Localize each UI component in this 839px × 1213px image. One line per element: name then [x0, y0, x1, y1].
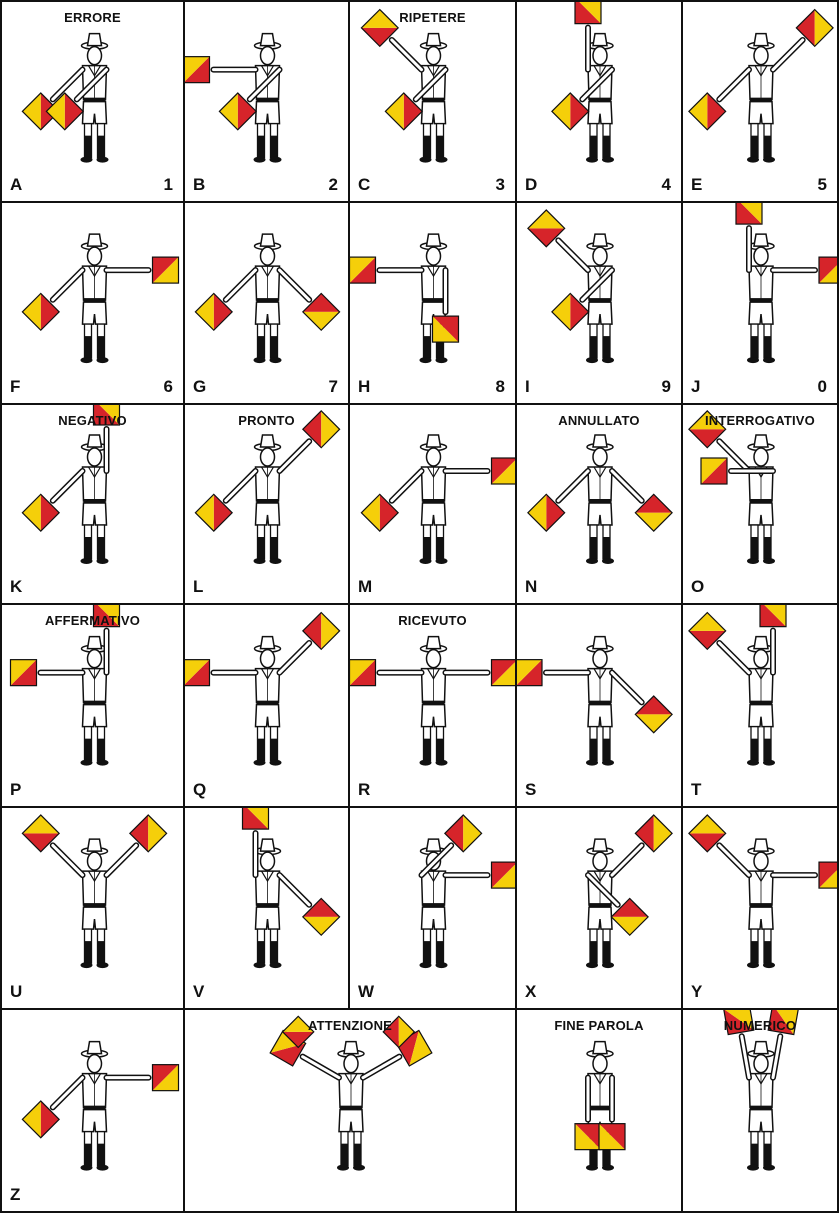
figure-drawing: [350, 605, 517, 808]
figure-drawing: [185, 203, 350, 405]
figure-drawing: [517, 605, 683, 808]
signal-letter: P: [10, 780, 22, 799]
figure-drawing: [2, 1010, 185, 1213]
scout-figure: [254, 637, 282, 766]
signal-number: 6: [163, 377, 173, 396]
left-flag: [575, 2, 601, 24]
figure-drawing: [2, 203, 185, 405]
signal-cell: [350, 405, 517, 605]
signal-letter: O: [691, 577, 705, 596]
right-flag: [760, 605, 786, 627]
figure-drawing: [683, 2, 839, 203]
left-flag: [185, 57, 210, 83]
signal-letter: A: [10, 175, 23, 194]
figure-drawing: [517, 1010, 683, 1213]
signal-letter: S: [525, 780, 537, 799]
left-flag: [11, 660, 37, 686]
scout-figure: [337, 1042, 365, 1171]
signal-title: NUMERICO: [723, 1018, 797, 1033]
figure-drawing: [185, 2, 350, 203]
signal-letter: C: [358, 175, 371, 194]
scout-figure: [747, 435, 775, 564]
right-flag: [599, 1124, 625, 1150]
signal-title: RICEVUTO: [398, 613, 467, 628]
figure-drawing: [185, 605, 350, 808]
signal-number: 8: [495, 377, 505, 396]
signal-title: ANNULLATO: [558, 413, 640, 428]
signal-letter: N: [525, 577, 538, 596]
figure-drawing: [517, 405, 683, 605]
right-flag: [153, 257, 179, 283]
signal-number: 1: [163, 175, 173, 194]
scout-figure: [586, 435, 614, 564]
signal-number: 4: [661, 175, 671, 194]
signal-letter: Z: [10, 1185, 21, 1204]
left-flag: [736, 203, 762, 224]
scout-figure: [586, 234, 614, 363]
signal-letter: E: [691, 175, 703, 194]
signal-cell: [0, 203, 185, 405]
figure-drawing: [2, 605, 185, 808]
signal-cell: [517, 808, 683, 1010]
signal-cell: [0, 605, 185, 808]
signal-letter: Y: [691, 982, 703, 1001]
signal-letter: H: [358, 377, 371, 396]
signal-cell: [185, 1010, 517, 1213]
signal-cell: [185, 405, 350, 605]
signal-cell: [350, 808, 517, 1010]
signal-cell: [0, 1010, 185, 1213]
left-flag: [185, 660, 210, 686]
signal-cell: [185, 203, 350, 405]
signal-cell: [0, 0, 185, 203]
scout-figure: [747, 839, 775, 968]
signal-cell: [350, 0, 517, 203]
figure-drawing: [350, 808, 517, 1010]
signal-letter: G: [193, 377, 207, 396]
signal-letter: L: [193, 577, 204, 596]
right-flag: [492, 862, 518, 888]
scout-figure: [81, 234, 109, 363]
signal-letter: J: [691, 377, 701, 396]
figure-drawing: [683, 203, 839, 405]
signal-cell: [350, 605, 517, 808]
left-flag: [350, 257, 376, 283]
signal-cell: [683, 203, 839, 405]
left-flag: [350, 660, 376, 686]
figure-drawing: [683, 808, 839, 1010]
signal-number: 5: [817, 175, 827, 194]
signal-letter: I: [525, 377, 530, 396]
scout-figure: [747, 1042, 775, 1171]
signal-title: PRONTO: [238, 413, 295, 428]
figure-drawing: [185, 405, 350, 605]
figure-drawing: [350, 203, 517, 405]
scout-figure: [254, 435, 282, 564]
signal-letter: D: [525, 175, 538, 194]
figure-drawing: [517, 203, 683, 405]
signal-title: AFFERMATIVO: [44, 613, 141, 628]
signal-title: NEGATIVO: [58, 413, 127, 428]
signal-letter: U: [10, 982, 23, 1001]
figure-drawing: [350, 2, 517, 203]
figure-drawing: [185, 808, 350, 1010]
scout-figure: [420, 637, 448, 766]
right-flag: [819, 257, 839, 283]
signal-title: INTERROGATIVO: [705, 413, 815, 428]
signal-letter: Q: [193, 780, 207, 799]
signal-letter: X: [525, 982, 537, 1001]
signal-cell: [350, 203, 517, 405]
scout-figure: [747, 34, 775, 163]
signal-cell: [517, 0, 683, 203]
signal-cell: [517, 605, 683, 808]
signal-letter: F: [10, 377, 21, 396]
signal-letter: M: [358, 577, 373, 596]
left-flag: [243, 808, 269, 829]
figure-drawing: [517, 808, 683, 1010]
signal-cell: [185, 605, 350, 808]
signal-title: FINE PAROLA: [554, 1018, 644, 1033]
signal-cell: [683, 1010, 839, 1213]
scout-figure: [81, 34, 109, 163]
signal-cell: [0, 405, 185, 605]
figure-drawing: [2, 405, 185, 605]
right-flag: [153, 1065, 179, 1091]
right-flag: [492, 458, 518, 484]
right-flag: [433, 316, 459, 342]
figure-drawing: [683, 605, 839, 808]
signal-number: 0: [817, 377, 827, 396]
signal-number: 3: [495, 175, 505, 194]
figure-drawing: [350, 405, 517, 605]
signal-cell: [683, 808, 839, 1010]
right-flag: [492, 660, 518, 686]
signal-cell: [517, 405, 683, 605]
signal-letter: T: [691, 780, 702, 799]
scout-figure: [81, 839, 109, 968]
scout-figure: [254, 234, 282, 363]
signal-cell: [517, 203, 683, 405]
signal-title: ATTENZIONE: [307, 1018, 393, 1033]
scout-figure: [586, 637, 614, 766]
signal-cell: [683, 405, 839, 605]
figure-drawing: [517, 2, 683, 203]
signal-number: 7: [328, 377, 338, 396]
signal-letter: R: [358, 780, 371, 799]
signal-cell: [0, 808, 185, 1010]
scout-figure: [420, 839, 448, 968]
signal-letter: W: [358, 982, 375, 1001]
figure-drawing: [683, 405, 839, 605]
signal-cell: [185, 0, 350, 203]
left-flag: [575, 1124, 601, 1150]
scout-figure: [420, 34, 448, 163]
scout-figure: [254, 34, 282, 163]
signal-number: 9: [661, 377, 671, 396]
signal-cell: [185, 808, 350, 1010]
scout-figure: [586, 839, 614, 968]
figure-drawing: [185, 1010, 517, 1213]
signal-cell: [517, 1010, 683, 1213]
figure-drawing: [683, 1010, 839, 1213]
signal-title: RIPETERE: [399, 10, 466, 25]
signal-cell: [683, 0, 839, 203]
right-flag: [819, 862, 839, 888]
signal-letter: K: [10, 577, 23, 596]
signal-cell: [683, 605, 839, 808]
right-flag: [701, 458, 727, 484]
signal-letter: V: [193, 982, 205, 1001]
left-flag: [517, 660, 542, 686]
scout-figure: [81, 1042, 109, 1171]
figure-drawing: [2, 2, 185, 203]
signal-letter: B: [193, 175, 206, 194]
signal-title: ERRORE: [64, 10, 121, 25]
scout-figure: [420, 435, 448, 564]
figure-drawing: [2, 808, 185, 1010]
signal-number: 2: [328, 175, 338, 194]
